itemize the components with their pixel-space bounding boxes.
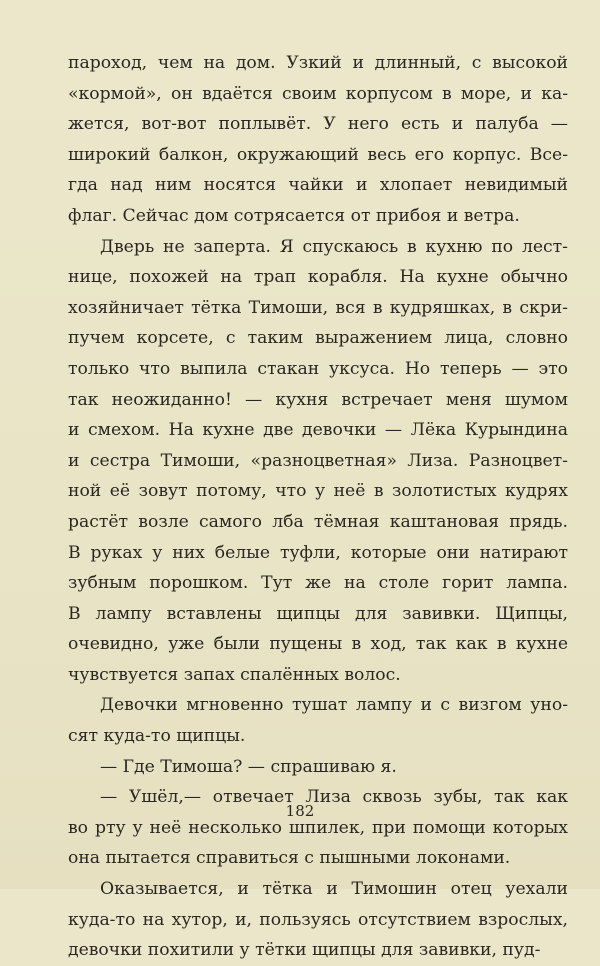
text-line: только что выпила стакан уксуса. Но теперь — это	[68, 358, 568, 379]
text-line: зубным порошком. Тут же на столе горит лампа.	[68, 573, 568, 594]
text-line: флаг. Сейчас дом сотрясается от прибоя и ветра.	[68, 205, 520, 226]
text-line: широкий балкон, окружающий весь его корпус. Все-	[68, 144, 568, 165]
text-line: и сестра Тимоши, «разноцветная» Лиза. Разноцвет-	[68, 450, 568, 471]
text-line: ной её зовут потому, что у неё в золотистых кудрях	[68, 481, 568, 502]
text-line: девочки похитили у тётки щипцы для завивки, пуд-	[68, 940, 541, 961]
paragraph	[68, 232, 568, 691]
text-line: В лампу вставлены щипцы для завивки. Щипцы,	[68, 603, 568, 624]
text-line: очевидно, уже были пущены в ход, так как в кухне	[68, 634, 568, 655]
text-line: Девочки мгновенно тушат лампу и с визгом уно-	[100, 695, 568, 716]
text-line: гда над ним носятся чайки и хлопает невидимый	[68, 175, 568, 196]
text-line: она пытается справиться с пышными локонами.	[68, 848, 511, 869]
body-text	[68, 48, 568, 966]
text-line: пучем корсете, с таким выражением лица, словно	[68, 328, 568, 349]
text-line: чувствуется запах спалённых волос.	[68, 664, 401, 685]
text-line: — Где Тимоша? — спрашиваю я.	[100, 756, 397, 777]
text-line: хозяйничает тётка Тимоши, вся в кудряшках, в скри-	[68, 297, 568, 318]
text-line: так неожиданно! — кухня встречает меня шумом	[68, 389, 568, 410]
text-line: «кормой», он вдаётся своим корпусом в море, и ка-	[68, 83, 568, 104]
text-line: жется, вот-вот поплывёт. У него есть и палуба —	[68, 114, 568, 135]
text-line: растёт возле самого лба тёмная каштановая прядь.	[68, 511, 568, 532]
paragraph	[68, 874, 568, 966]
text-line: во рту у неё несколько шпилек, при помощи которых	[68, 817, 568, 838]
paragraph	[68, 752, 568, 783]
text-line: нице, похожей на трап корабля. На кухне обычно	[68, 267, 568, 288]
text-line: В руках у них белые туфли, которые они натирают	[68, 542, 568, 563]
text-line: куда-то на хутор, и, пользуясь отсутствием взрослых,	[68, 909, 568, 930]
text-line: — Ушёл,— отвечает Лиза сквозь зубы, так как	[100, 787, 568, 808]
text-line: сят куда-то щипцы.	[68, 726, 246, 747]
page-number: 182	[285, 802, 315, 820]
text-line: пароход, чем на дом. Узкий и длинный, с высокой	[68, 53, 568, 73]
text-line: и смехом. На кухне две девочки — Лёка Курындина	[68, 420, 568, 441]
paragraph	[68, 690, 568, 751]
text-line: Дверь не заперта. Я спускаюсь в кухню по лест-	[100, 236, 568, 257]
paragraph	[68, 48, 568, 232]
paragraph	[68, 782, 568, 874]
text-line: Оказывается, и тётка и Тимошин отец уехали	[100, 879, 568, 900]
